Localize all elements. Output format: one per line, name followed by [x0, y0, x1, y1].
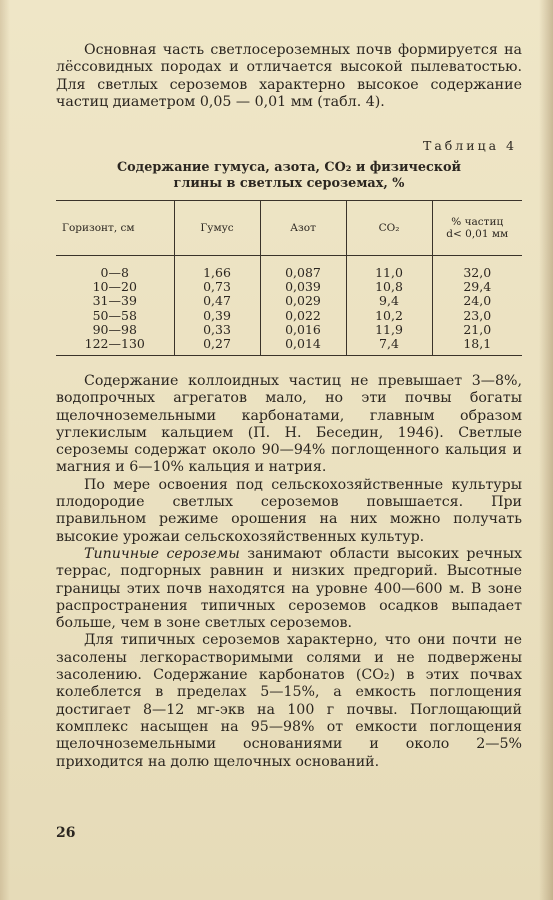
cell-humus: 1,66 [174, 266, 260, 280]
typical-serozem-text: занимают области высоких речных террас, подгорных равнин и низких предгорий. Высотные границы этих почв находятся на уровне 400—600 м. В зоне распространения типичных сероземов осадков выпадает больше, чем в зоне светлых сероземов. [56, 545, 522, 632]
header-particles [432, 201, 522, 256]
cell-horizon: 10—20 [92, 279, 137, 295]
cell-co2: 7,4 [346, 337, 432, 356]
cultivation-paragraph: По мере освоения под сельскохозяйственные культуры плодородие светлых сероземов повышается. При правильном режиме орошения на них можно получать высокие урожаи сельскохозяйственных культур. [56, 476, 522, 545]
table-row [56, 337, 522, 356]
cell-nitrogen: 0,022 [260, 309, 346, 323]
cell-co2: 10,8 [346, 280, 432, 294]
cell-co2: 9,4 [346, 294, 432, 308]
header-particles-line-1: % частиц [451, 216, 504, 228]
header-co2: CO₂ [346, 201, 432, 256]
cell-co2: 11,9 [346, 323, 432, 337]
cell-nitrogen: 0,087 [260, 266, 346, 280]
page-shadow-right [539, 0, 553, 900]
header-particles-line-2: d< 0,01 мм [446, 228, 509, 240]
typical-serozem-term: Типичные сероземы [84, 545, 240, 562]
table-row [56, 266, 522, 280]
cell-horizon: 31—39 [92, 293, 137, 309]
table-header-row [56, 201, 522, 256]
table-row [56, 294, 522, 308]
cell-nitrogen: 0,029 [260, 294, 346, 308]
body-text-block [56, 373, 522, 771]
cell-horizon: 0—8 [100, 265, 129, 280]
table-row [56, 309, 522, 323]
table-caption-line-1: Содержание гумуса, азота, CO₂ и физической [116, 160, 462, 175]
cell-humus: 0,33 [174, 323, 260, 337]
humus-nitrogen-table [56, 200, 522, 356]
header-nitrogen: Азот [260, 201, 346, 256]
cell-co2: 10,2 [346, 309, 432, 323]
table-caption-line-2: глины в светлых сероземах, % [173, 176, 405, 191]
header-horizon: Горизонт, см [56, 201, 174, 256]
cell-nitrogen: 0,016 [260, 323, 346, 337]
cell-humus: 0,73 [174, 280, 260, 294]
cell-humus: 0,39 [174, 309, 260, 323]
cell-particles: 24,0 [432, 294, 522, 308]
cell-co2: 11,0 [346, 266, 432, 280]
intro-paragraph: Основная часть светлосероземных почв формируется на лёссовидных породах и отличается высокой пылеватостью. Для светлых сероземов характерно высокое содержание частиц диаметром 0,05 — 0,01 мм (табл. 4). [56, 42, 522, 110]
cell-particles: 23,0 [432, 309, 522, 323]
cell-humus: 0,27 [174, 337, 260, 356]
cell-horizon: 90—98 [92, 321, 137, 337]
typical-serozem-paragraph [56, 546, 522, 632]
cell-particles: 29,4 [432, 280, 522, 294]
cell-particles: 32,0 [432, 266, 522, 280]
header-humus: Гумус [174, 201, 260, 256]
table-caption [56, 160, 522, 192]
colloid-paragraph: Содержание коллоидных частиц не превышает 3—8%, водопрочных агрегатов мало, но эти почвы богаты щелочноземельными карбонатами, главным образом углекислым кальцием (П. Н. Беседин, 1946). Светлые сероземы содержат около 90—94% поглощенного кальция и магния и 6—10% кальция и натрия. [56, 373, 522, 476]
cell-particles: 18,1 [432, 337, 522, 356]
cell-humus: 0,47 [174, 294, 260, 308]
page-shadow-left [0, 0, 10, 900]
table-row [56, 280, 522, 294]
cell-nitrogen: 0,014 [260, 337, 346, 356]
carbonate-paragraph: Для типичных сероземов характерно, что они почти не засолены легкорастворимыми солями и не подвержены засолению. Содержание карбонатов (CO₂) в этих почвах колеблется в пределах 5—15%, а емкость поглощения достигает 8—12 мг-экв на 100 г почвы. Поглощающий комплекс насыщен на 95—98% от емкости поглощения щелочноземельными основаниями и около 2—5% приходится на долю щелочных оснований. [56, 632, 522, 770]
cell-nitrogen: 0,039 [260, 280, 346, 294]
cell-horizon: 122—130 [56, 337, 174, 356]
table-row [56, 323, 522, 337]
intro-paragraph-block [56, 42, 522, 111]
table-label: Таблица 4 [422, 138, 517, 153]
cell-horizon: 50—58 [92, 307, 137, 323]
cell-particles: 21,0 [432, 323, 522, 337]
page-number: 26 [56, 825, 76, 841]
